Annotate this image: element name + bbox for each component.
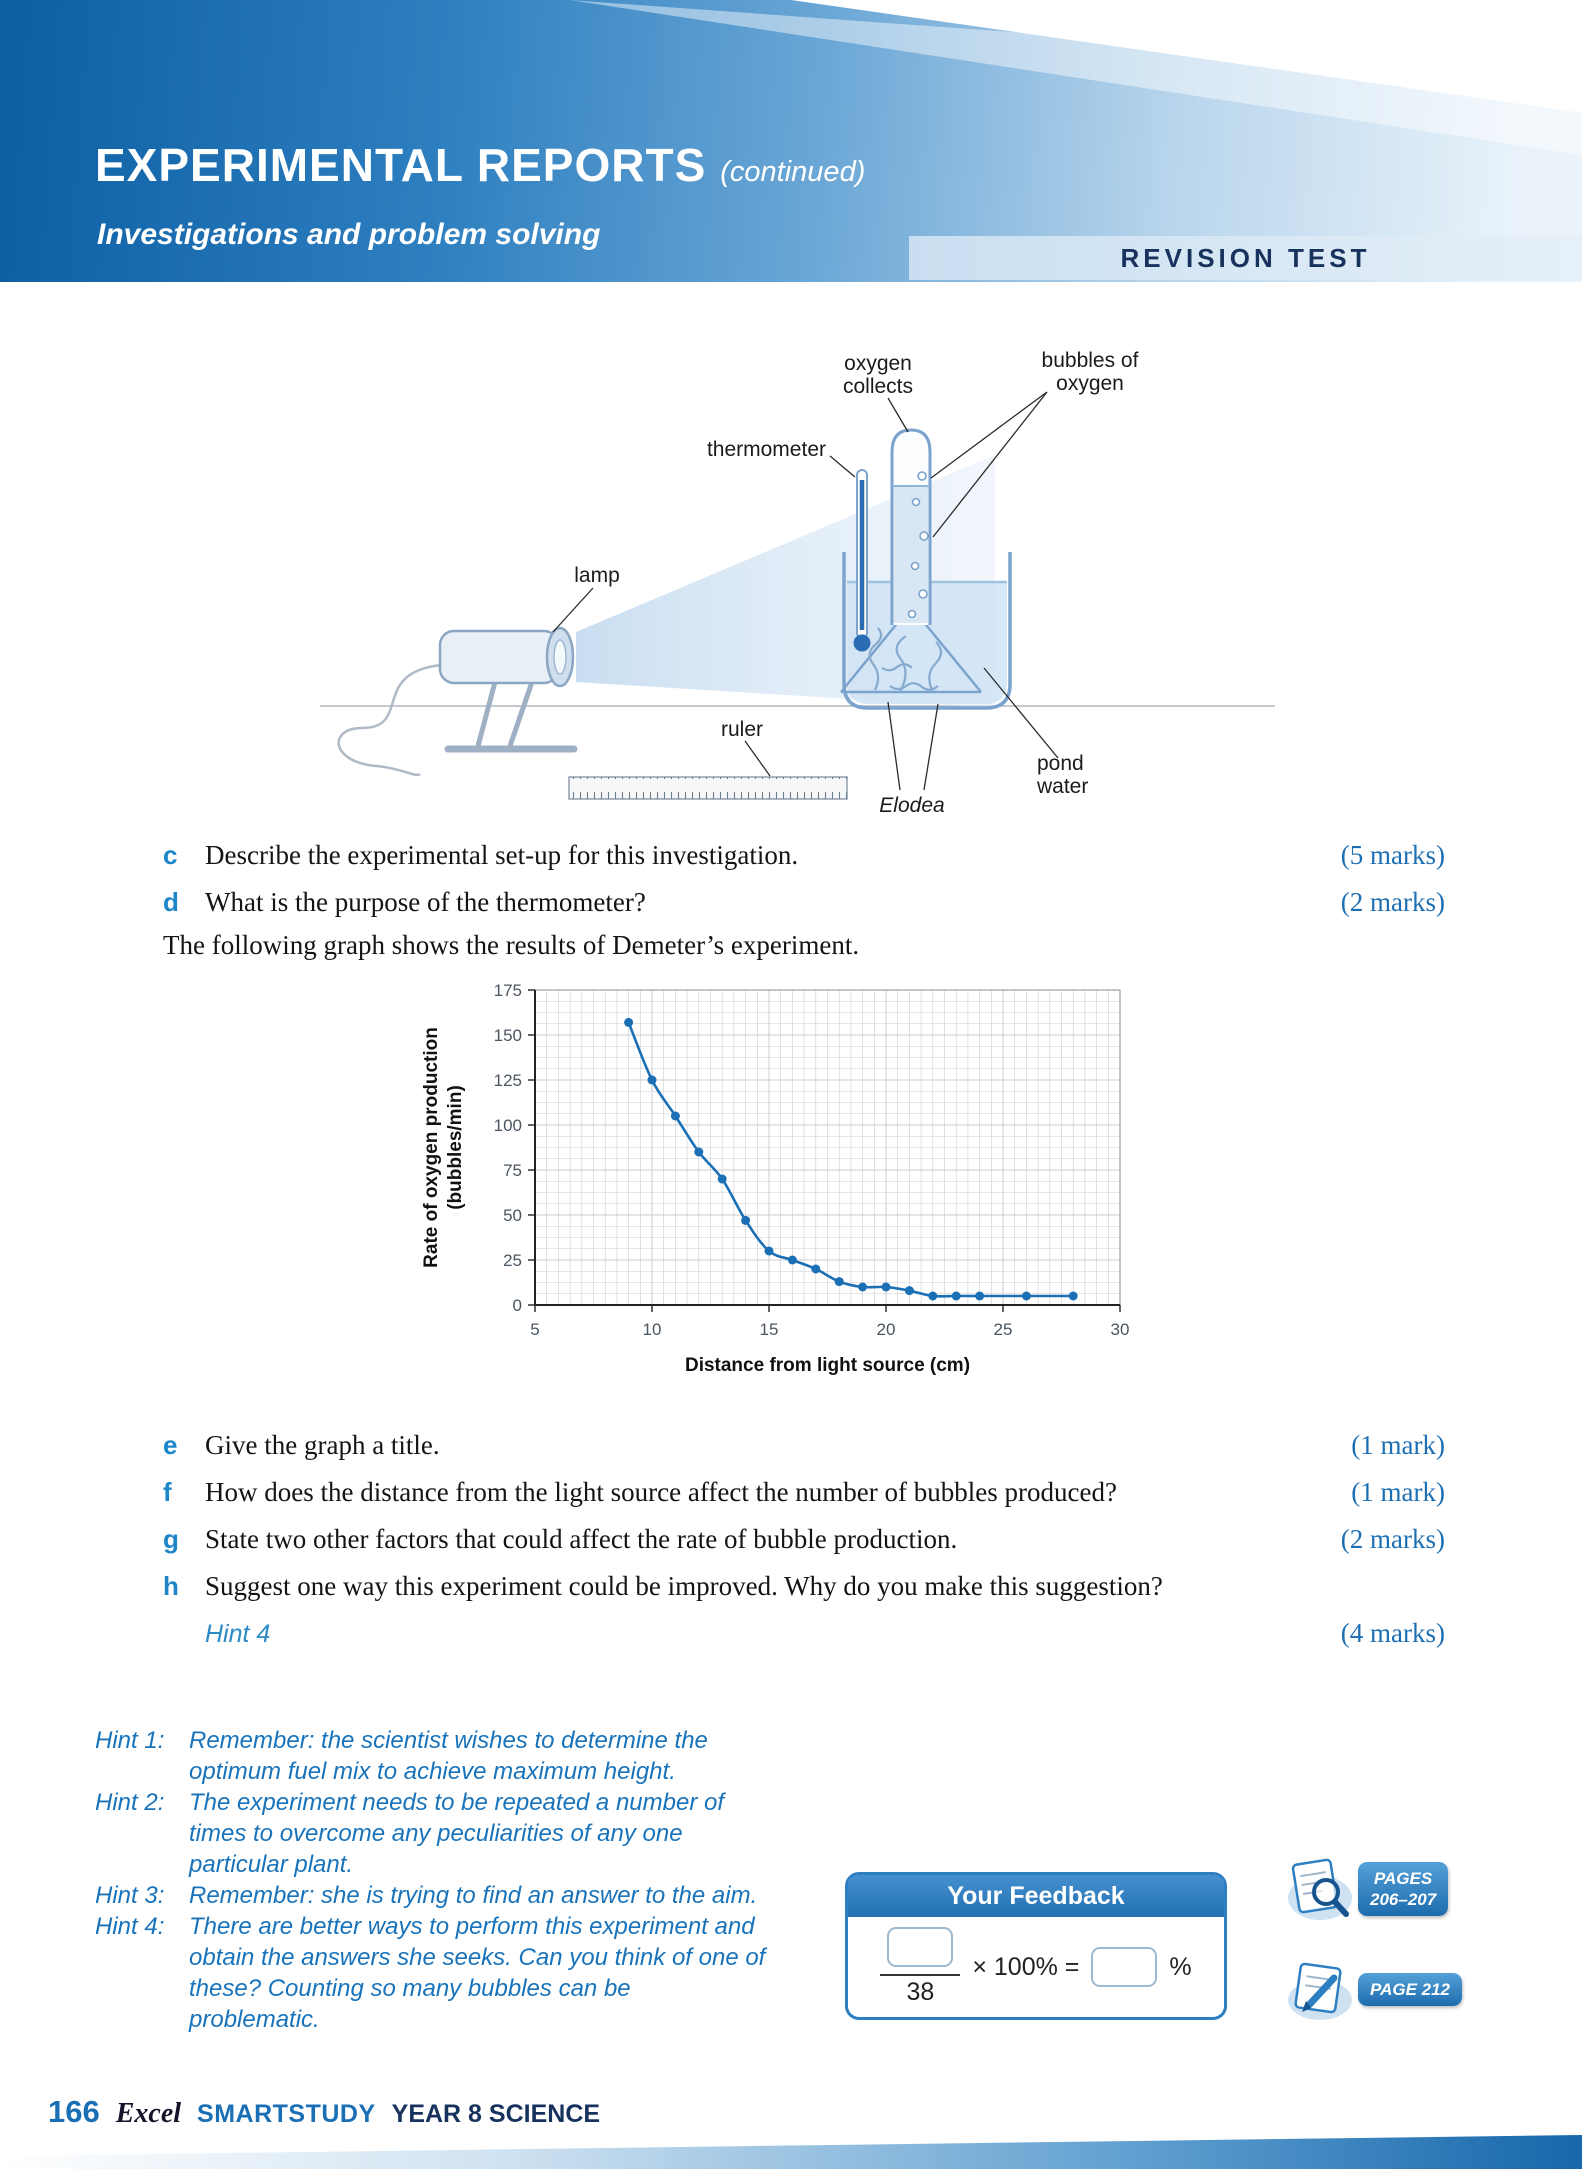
questions-c-d <box>163 840 1445 934</box>
svg-text:75: 75 <box>503 1161 522 1180</box>
question-row-e <box>163 1430 1445 1461</box>
hint-item-3 <box>95 1880 767 1911</box>
score-fraction <box>880 1927 960 2007</box>
hint-item-1 <box>95 1725 767 1787</box>
hint-item-2 <box>95 1787 767 1880</box>
results-chart <box>385 972 1205 1412</box>
hint-label: Hint 4: <box>95 1913 165 1940</box>
question-marks: (1 mark) <box>1351 1477 1445 1507</box>
thermometer-illustration <box>854 470 871 652</box>
revision-test-banner <box>909 236 1582 280</box>
question-marks: (5 marks) <box>1340 840 1445 870</box>
svg-text:5: 5 <box>530 1320 540 1339</box>
feedback-score-input[interactable] <box>887 1927 953 1967</box>
question-row-g <box>163 1524 1445 1555</box>
svg-text:15: 15 <box>759 1320 779 1339</box>
hint-item-4 <box>95 1911 767 2035</box>
question-row-d <box>163 887 1445 918</box>
times-100-label: × 100% = <box>972 1952 1080 1981</box>
page-tag <box>1358 1973 1462 2006</box>
pages-tag-line1: PAGES <box>1373 1869 1433 1888</box>
question-letter: e <box>163 1430 178 1460</box>
svg-text:10: 10 <box>642 1320 662 1339</box>
experiment-setup-diagram <box>290 330 1290 830</box>
fraction-line <box>880 1974 960 1976</box>
question-text: Describe the experimental set-up for this investigation. <box>205 840 799 870</box>
page-footer <box>48 2094 600 2130</box>
lamp-illustration <box>339 628 574 775</box>
label-oxygen-collects-2: collects <box>842 375 914 398</box>
hint-reference: Hint 4 <box>205 1620 271 1648</box>
series-name: SMARTSTUDY <box>197 2100 376 2128</box>
feedback-title: Your Feedback <box>848 1875 1224 1917</box>
chart-canvas <box>385 972 1205 1412</box>
label-bubbles-2: oxygen <box>1056 372 1124 395</box>
question-marks: (2 marks) <box>1340 1524 1445 1554</box>
hint-text: There are better ways to perform this experiment and obtain the answers she seeks. Can you think of one of these? Counting so many bubbles can be problematic. <box>189 1913 766 2033</box>
page-tag-line1: PAGE 212 <box>1370 1979 1451 1999</box>
page-subtitle: Investigations and problem solving <box>97 218 601 251</box>
page-reference-badge <box>1282 1952 1462 2026</box>
feedback-box <box>845 1872 1227 2020</box>
question-row-h <box>163 1571 1445 1602</box>
svg-text:30: 30 <box>1110 1320 1130 1339</box>
question-letter: d <box>163 887 179 917</box>
question-letter: f <box>163 1477 172 1507</box>
hint-label: Hint 2: <box>95 1789 165 1816</box>
question-text: State two other factors that could affect the rate of bubble production. <box>205 1524 958 1554</box>
label-pond-water-2: water <box>1037 775 1089 798</box>
question-marks: (2 marks) <box>1340 887 1445 917</box>
pages-reference-badge <box>1282 1852 1448 1926</box>
page-header <box>0 0 1582 282</box>
pages-tag <box>1358 1862 1448 1916</box>
gas-collection-tube <box>892 430 930 625</box>
page-title <box>95 138 865 192</box>
svg-text:(bubbles/min): (bubbles/min) <box>445 1085 466 1210</box>
label-elodea: Elodea <box>879 794 945 817</box>
revision-test-label: REVISION TEST <box>1120 242 1371 273</box>
label-lamp: lamp <box>574 564 620 587</box>
brand-name: Excel <box>115 2098 182 2129</box>
feedback-formula <box>848 1917 1224 2017</box>
svg-text:50: 50 <box>503 1206 522 1225</box>
page-number: 166 <box>48 2094 100 2129</box>
svg-text:100: 100 <box>493 1116 522 1135</box>
svg-text:Distance from light source (cm: Distance from light source (cm) <box>684 1355 971 1376</box>
question-text: How does the distance from the light source affect the number of bubbles produced? <box>205 1477 1117 1507</box>
svg-text:20: 20 <box>876 1320 896 1339</box>
magnifier-notes-icon <box>1282 1852 1354 1926</box>
hint-text: Remember: she is trying to find an answer to the aim. <box>189 1882 758 1909</box>
writing-hand-icon <box>1282 1952 1354 2026</box>
question-text: Suggest one way this experiment could be improved. Why do you make this suggestion? <box>205 1571 1163 1601</box>
question-letter: c <box>163 840 178 870</box>
hint-label: Hint 3: <box>95 1882 165 1909</box>
hint-text: Remember: the scientist wishes to determine the optimum fuel mix to achieve maximum height. <box>189 1727 708 1785</box>
graph-intro-text: The following graph shows the results of Demeter’s experiment. <box>163 930 860 960</box>
fraction-denominator: 38 <box>906 1978 935 2006</box>
hints-block <box>95 1725 767 2035</box>
lamp-cord <box>339 665 442 775</box>
questions-e-h <box>163 1430 1445 1665</box>
subject-name: YEAR 8 SCIENCE <box>391 2100 601 2128</box>
svg-text:25: 25 <box>503 1251 522 1270</box>
svg-text:Rate of oxygen production: Rate of oxygen production <box>421 1027 442 1268</box>
title-continued: (continued) <box>720 156 866 188</box>
label-oxygen-collects-1: oxygen <box>844 352 912 375</box>
question-row-h-hint <box>163 1618 1445 1649</box>
label-bubbles-1: bubbles of <box>1041 349 1139 372</box>
question-row-c <box>163 840 1445 871</box>
question-text: What is the purpose of the thermometer? <box>205 887 646 917</box>
hint-label: Hint 1: <box>95 1727 165 1754</box>
question-marks: (4 marks) <box>1340 1618 1445 1648</box>
question-row-f <box>163 1477 1445 1508</box>
question-letter: g <box>163 1524 179 1554</box>
svg-text:0: 0 <box>512 1296 522 1315</box>
hint-text: The experiment needs to be repeated a number of times to overcome any peculiarities of any one particular plant. <box>189 1789 725 1878</box>
svg-text:175: 175 <box>493 981 522 1000</box>
bottom-gradient-bar <box>0 2135 1582 2169</box>
svg-text:150: 150 <box>493 1026 522 1045</box>
ruler-illustration <box>569 777 847 799</box>
label-pond-water-1: pond <box>1037 752 1084 775</box>
question-letter: h <box>163 1571 179 1601</box>
label-thermometer: thermometer <box>706 438 826 461</box>
label-ruler: ruler <box>720 718 764 741</box>
question-marks: (1 mark) <box>1351 1430 1445 1460</box>
feedback-percent-input[interactable] <box>1091 1947 1157 1987</box>
title-main: EXPERIMENTAL REPORTS <box>95 139 707 191</box>
percent-sign: % <box>1169 1952 1192 1981</box>
question-text: Give the graph a title. <box>205 1430 440 1460</box>
svg-text:25: 25 <box>993 1320 1013 1339</box>
svg-text:125: 125 <box>493 1071 522 1090</box>
pages-tag-line2: 206–207 <box>1370 1890 1437 1909</box>
